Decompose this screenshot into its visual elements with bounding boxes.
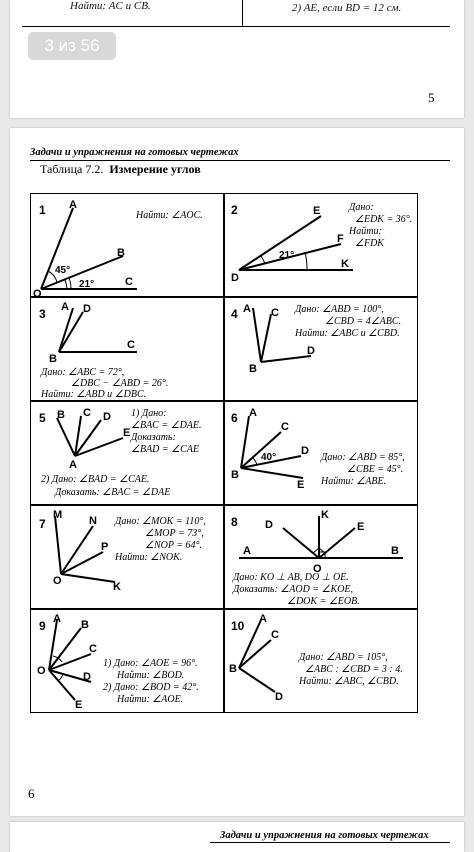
point-label-c: C [271, 307, 279, 319]
figure-7 [31, 506, 225, 610]
ray-on [61, 526, 93, 574]
ray-ab [57, 418, 75, 456]
exercise-number: 6 [231, 411, 238, 425]
page-counter-badge: 3 из 56 [28, 32, 116, 60]
point-label-c: C [271, 629, 279, 641]
running-header: Задачи и упражнения на готовых чертежах [30, 147, 239, 158]
point-label-d: D [103, 411, 111, 423]
point-label-e: E [123, 427, 131, 439]
task-text: 2) Дано: ∠BAD = ∠CAE. [41, 474, 150, 485]
ray-oa [41, 208, 73, 289]
task-text: 1) Дано: ∠AOE = 96°. [103, 658, 198, 669]
point-label-b: B [391, 545, 399, 557]
exercise-number: 10 [231, 619, 245, 633]
running-header-next: Задачи и упражнения на готовых чертежах [220, 830, 429, 841]
point-label-d: D [265, 519, 273, 531]
task-text: Найти: ∠ABD и ∠DBC. [41, 389, 147, 400]
exercise-number: 4 [231, 307, 238, 321]
figure-4 [225, 298, 419, 402]
point-label-k: K [321, 509, 329, 521]
point-label-a: A [69, 199, 77, 211]
point-label-o: O [313, 563, 322, 575]
exercise-number: 3 [39, 307, 46, 321]
point-label-b: B [49, 353, 57, 365]
ray-de [239, 216, 321, 270]
point-label-c: C [281, 421, 289, 433]
point-label-f: F [337, 233, 344, 245]
task-text: Дано: ∠ABD = 85°, [321, 452, 405, 463]
point-label-a: A [249, 407, 257, 419]
point-label-b: B [229, 663, 237, 675]
point-label-a: A [243, 545, 251, 557]
exercise-cell-9 [30, 609, 224, 713]
exercise-cell-6 [224, 401, 418, 505]
task-text: Дано: [349, 202, 374, 213]
exercise-cell-5 [30, 401, 224, 505]
angle-arc [253, 458, 257, 465]
exercise-cell-4 [224, 297, 418, 401]
exercise-number: 1 [39, 203, 46, 217]
task-text: 1) Дано: [131, 408, 167, 419]
task-text: Найти: ∠AOE. [117, 694, 184, 705]
point-label-p: P [101, 541, 109, 553]
point-label-o: O [37, 665, 46, 677]
task-text: ∠CBD = 4∠ABC. [325, 316, 402, 327]
task-text: ∠BAC = ∠DAE. [131, 420, 202, 431]
point-label-a: A [69, 459, 77, 471]
figure-8 [225, 506, 419, 610]
exercise-number: 9 [39, 619, 46, 633]
point-label-b: B [249, 363, 257, 375]
table-divider [242, 0, 243, 26]
figure-9 [31, 610, 225, 714]
ray-ba [241, 416, 249, 468]
caption-prefix: Таблица 7.2. [40, 162, 104, 176]
point-label-b: B [231, 469, 239, 481]
exercise-number: 5 [39, 411, 46, 425]
point-label-d: D [83, 671, 91, 683]
figure-5 [31, 402, 225, 506]
figure-2 [225, 194, 419, 298]
point-label-d: D [83, 303, 91, 315]
angle-value: 21° [79, 279, 95, 290]
point-label-b: B [117, 247, 125, 259]
point-label-o: O [33, 288, 42, 298]
header-rule [30, 160, 450, 161]
ray-bc [239, 640, 271, 668]
angle-arc [261, 256, 265, 264]
ray-bd [261, 356, 311, 362]
exercise-cell-1 [30, 193, 224, 297]
ray-od [283, 528, 319, 558]
angle-value: 45° [55, 265, 71, 276]
ray-om [55, 516, 61, 574]
point-label-c: C [83, 407, 91, 419]
point-label-d: D [231, 272, 239, 284]
task-text: Дано: ∠MOK = 110°, [115, 516, 206, 527]
point-label-d: D [307, 345, 315, 357]
task-text: Дано: ∠ABC = 72°, [41, 367, 125, 378]
page-number-top: 5 [428, 90, 435, 105]
task-text: Найти: [349, 226, 382, 237]
task-text: Найти: ∠ABE. [321, 476, 387, 487]
task-text: Найти: ∠ABC и ∠CBD. [295, 328, 400, 339]
angle-value: 21° [279, 250, 295, 261]
point-label-m: M [53, 509, 63, 521]
ray-oe [319, 528, 355, 558]
point-label-a: A [61, 301, 69, 313]
ray-ok [61, 574, 115, 582]
ray-bd [59, 312, 83, 352]
figure-10 [225, 610, 419, 714]
angle-arc [305, 252, 307, 270]
exercise-cell-2 [224, 193, 418, 297]
task-text: Найти: ∠BOD. [117, 670, 185, 681]
ray-bc [261, 314, 271, 362]
point-label-e: E [297, 479, 305, 491]
task-text: Найти: ∠ABC, ∠CBD. [299, 676, 399, 687]
point-label-b: B [81, 619, 89, 631]
ray-bd [239, 668, 275, 692]
task-text: ∠NOP = 64°. [145, 540, 203, 551]
point-label-b: B [57, 409, 65, 421]
exercise-cell-10 [224, 609, 418, 713]
task-text: ∠FDK [355, 238, 384, 249]
angle-arc [65, 280, 67, 289]
next-page [10, 822, 464, 852]
point-label-a: A [53, 613, 61, 625]
exercise-number: 2 [231, 203, 238, 217]
point-label-d: D [275, 691, 283, 703]
task-text: ∠ABC : ∠CBD = 3 : 4. [305, 664, 403, 675]
task-text: Найти: ∠NOK. [115, 552, 183, 563]
ray-ba [59, 308, 73, 352]
task-text: ∠DBC − ∠ABD = 26°. [71, 378, 169, 389]
task-text: Доказать: [131, 432, 176, 443]
figure-6 [225, 402, 419, 506]
exercise-grid [30, 193, 424, 723]
exercise-number: 8 [231, 515, 238, 529]
point-label-n: N [89, 515, 97, 527]
point-label-c: C [127, 339, 135, 351]
caption-title: Измерение углов [109, 162, 201, 176]
exercise-cell-7 [30, 505, 224, 609]
task-text: Дано: KO ⊥ AB, DO ⊥ OE. [233, 572, 349, 583]
task-text: Дано: ∠ABD = 100°, [295, 304, 384, 315]
exercise-cell-8 [224, 505, 418, 609]
figure-3 [31, 298, 225, 402]
task-text: ∠DOK = ∠EOB. [287, 596, 360, 607]
task-text: Доказать: ∠BAC = ∠DAE [55, 487, 171, 498]
point-label-e: E [313, 205, 321, 217]
table-caption [40, 162, 201, 177]
point-label-e: E [357, 521, 365, 533]
exercise-number: 7 [39, 517, 46, 531]
point-label-c: C [89, 643, 97, 655]
prev-text-left: Найти: AC и CB. [70, 0, 151, 12]
task-text: Дано: ∠ABD = 105°, [299, 652, 388, 663]
point-label-k: K [341, 258, 349, 270]
task-text: ∠CBE = 45°. [347, 464, 404, 475]
task-text: 2) Дано: ∠BOD = 42°. [103, 682, 199, 693]
prev-text-right: 2) AE, если BD = 12 см. [292, 2, 402, 14]
angle-arc [58, 674, 63, 681]
figure-1 [31, 194, 225, 298]
task-text: Доказать: ∠AOD = ∠KOE, [233, 584, 354, 595]
task-text: ∠EDK = 36°. [355, 214, 413, 225]
angle-value: 40° [261, 452, 277, 463]
exercise-cell-3 [30, 297, 224, 401]
point-label-o: O [53, 575, 62, 587]
point-label-c: C [125, 276, 133, 288]
task-text: Найти: ∠AOC. [136, 210, 203, 221]
point-label-e: E [75, 699, 83, 711]
point-label-a: A [259, 613, 267, 625]
point-label-d: D [301, 445, 309, 457]
page-number-left: 6 [28, 786, 35, 801]
table-bottom-border [22, 26, 450, 27]
angle-arc [69, 278, 71, 289]
task-text: ∠BAD = ∠CAE [131, 444, 200, 455]
point-label-k: K [113, 581, 121, 593]
point-label-a: A [243, 303, 251, 315]
ray-ba [253, 308, 261, 362]
task-text: ∠MOP = 73°, [145, 528, 204, 539]
ray-be [241, 468, 303, 478]
